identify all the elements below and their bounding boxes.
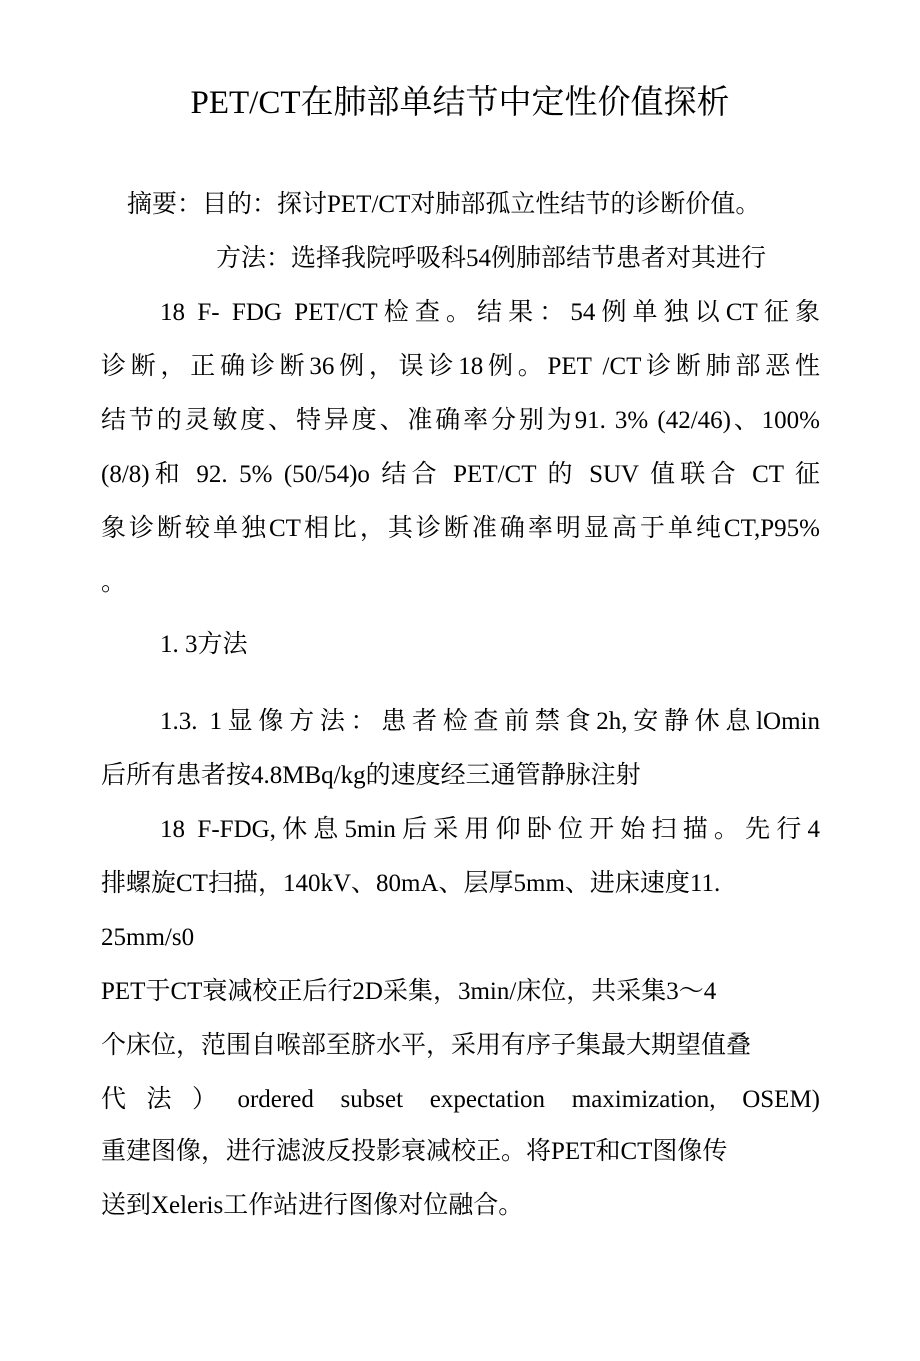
body-line: 1.3. 1显像方法：患者检查前禁食2h,安静休息lOmin	[160, 708, 820, 735]
abstract-line: 。	[101, 569, 127, 596]
body-line: 重建图像，进行滤波反投影衰减校正。将PET和CT图像传	[101, 1138, 728, 1165]
body-line: 25mm/s0	[101, 924, 195, 951]
body-line: 排螺旋CT扫描，140kV、80mA、层厚5mm、进床速度11.	[101, 870, 721, 897]
abstract-line: 诊断，正确诊断36例，误诊18例。PET /CT诊断肺部恶性	[101, 353, 820, 380]
abstract-line: (8/8)和 92. 5% (50/54)o 结合 PET/CT 的 SUV 值联合 CT 征	[101, 461, 820, 488]
body-line: 18 F-FDG,休息5min后采用仰卧位开始扫描。先行4	[160, 816, 820, 843]
body-line: 个床位，范围自喉部至脐水平，采用有序子集最大期望值叠	[101, 1032, 752, 1059]
abstract-line: 摘要：目的：探讨PET/CT对肺部孤立性结节的诊断价值。	[127, 191, 761, 218]
section-heading: 1. 3方法	[160, 631, 248, 658]
body-line: 代法）ordered subset expectation maximization, OSEM)	[101, 1086, 820, 1113]
body-line: 送到Xeleris工作站进行图像对位融合。	[101, 1192, 524, 1219]
abstract-line: 象诊断较单独CT相比，其诊断准确率明显高于单纯CT,P95%	[101, 515, 820, 542]
body-line: 后所有患者按4.8MBq/kg的速度经三通管静脉注射	[101, 762, 641, 789]
abstract-line: 结节的灵敏度、特异度、准确率分别为91. 3% (42/46)、100%	[101, 407, 820, 434]
body-line: PET于CT衰减校正后行2D采集，3min/床位，共采集3～4	[101, 978, 717, 1005]
abstract-line: 18 F- FDG PET/CT检查。结果：54例单独以CT征象	[160, 299, 820, 326]
abstract-line: 方法：选择我院呼吸科54例肺部结节患者对其进行	[216, 245, 767, 272]
document-title: PET/CT在肺部单结节中定性价值探析	[190, 85, 730, 121]
